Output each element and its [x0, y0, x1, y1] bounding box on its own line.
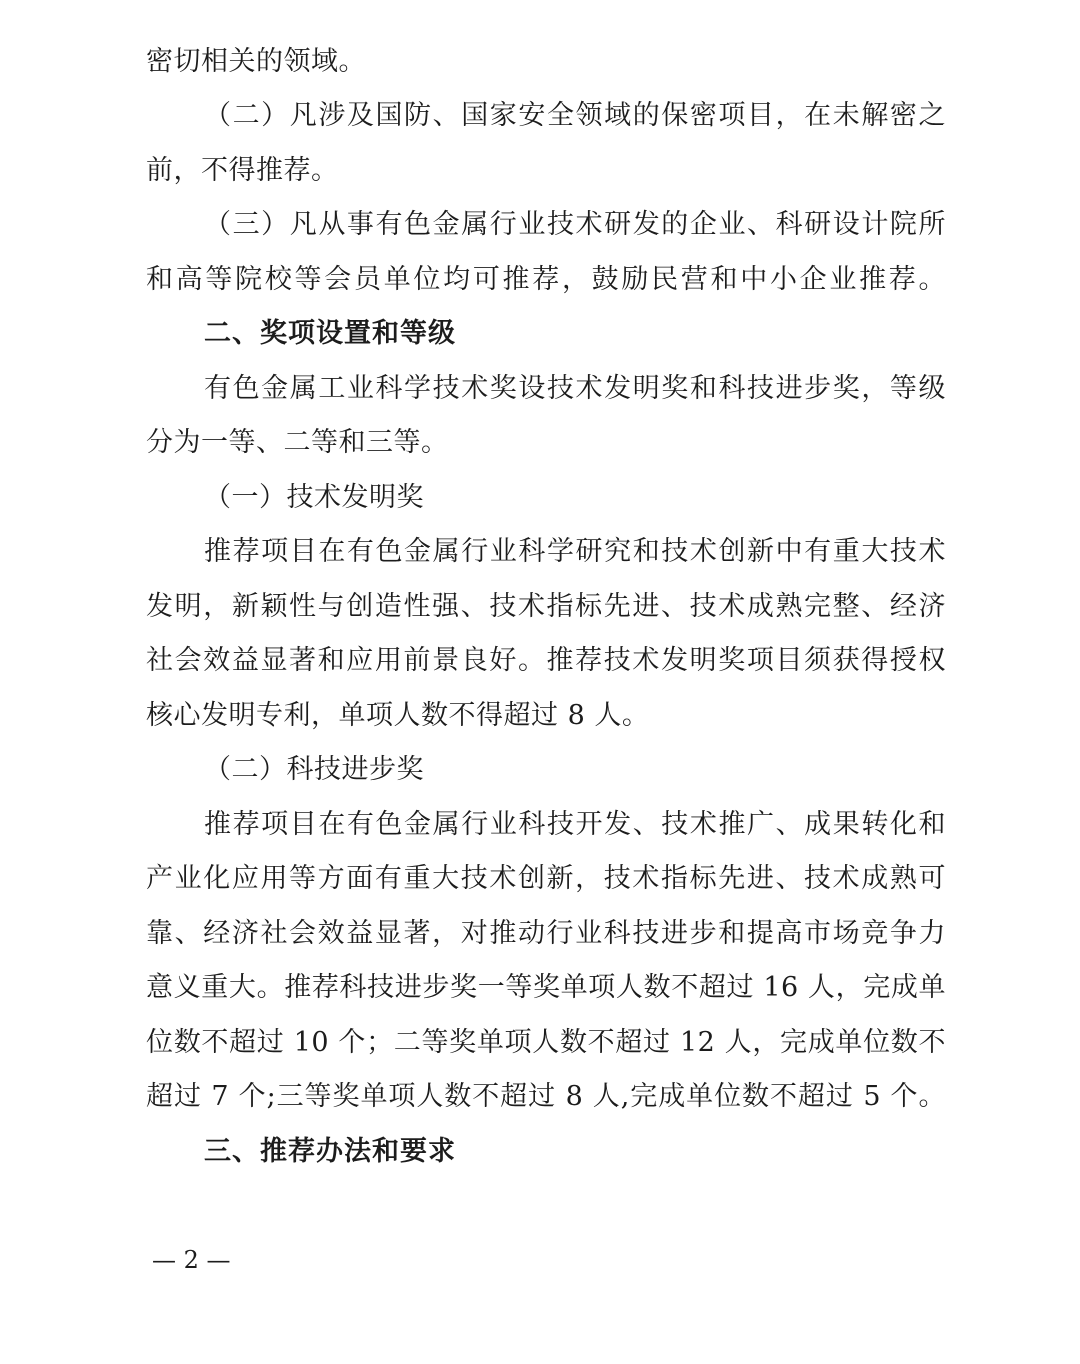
body-text-line: 密切相关的领域。	[146, 46, 366, 77]
clause-2-line: （二）凡涉及国防、国家安全领域的保密项目，在未解密之	[204, 100, 946, 131]
body-text-line: 意义重大。推荐科技进步奖一等奖单项人数不超过 16 人，完成单	[146, 972, 946, 1003]
subsection-heading-invention: （一）技术发明奖	[204, 482, 424, 513]
body-text-line: 超过 7 个;三等奖单项人数不超过 8 人,完成单位数不超过 5 个。	[146, 1081, 946, 1112]
section-heading-3: 三、推荐办法和要求	[204, 1136, 456, 1167]
body-text-line: 社会效益显著和应用前景良好。推荐技术发明奖项目须获得授权	[146, 645, 946, 676]
body-text-line: 和高等院校等会员单位均可推荐，鼓励民营和中小企业推荐。	[146, 264, 946, 295]
body-text-line: 核心发明专利，单项人数不得超过 8 人。	[146, 700, 650, 731]
body-text-line: 有色金属工业科学技术奖设技术发明奖和科技进步奖，等级	[204, 373, 946, 404]
body-text-line: 发明，新颖性与创造性强、技术指标先进、技术成熟完整、经济	[146, 591, 946, 622]
clause-3-line: （三）凡从事有色金属行业技术研发的企业、科研设计院所	[204, 209, 946, 240]
body-text-line: 产业化应用等方面有重大技术创新，技术指标先进、技术成熟可	[146, 863, 946, 894]
body-text-line: 前，不得推荐。	[146, 155, 339, 186]
body-text-line: 分为一等、二等和三等。	[146, 427, 449, 458]
page-number: — 2 —	[152, 1246, 231, 1274]
subsection-heading-progress: （二）科技进步奖	[204, 754, 424, 785]
body-text-line: 推荐项目在有色金属行业科学研究和技术创新中有重大技术	[204, 536, 946, 567]
section-heading-2: 二、奖项设置和等级	[204, 318, 456, 349]
body-text-line: 靠、经济社会效益显著，对推动行业科技进步和提高市场竞争力	[146, 918, 946, 949]
body-text-line: 位数不超过 10 个；二等奖单项人数不超过 12 人，完成单位数不	[146, 1027, 946, 1058]
body-text-line: 推荐项目在有色金属行业科技开发、技术推广、成果转化和	[204, 809, 946, 840]
